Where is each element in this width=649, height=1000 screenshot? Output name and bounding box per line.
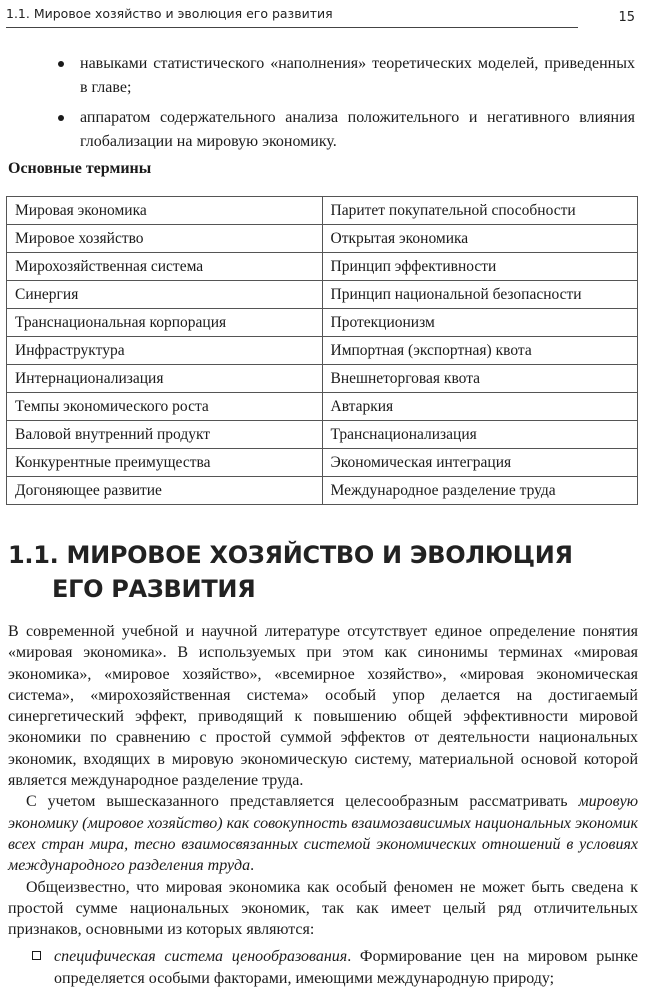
table-cell: Синергия	[7, 281, 323, 309]
body-text	[8, 621, 638, 989]
table-cell: Принцип национальной безопасности	[322, 281, 638, 309]
table-cell: Открытая экономика	[322, 225, 638, 253]
bullet-text: навыками статистического «наполнения» теоретических моделей, приведенных в главе;	[80, 55, 635, 96]
bullet-icon	[58, 61, 64, 67]
table-cell: Протекционизм	[322, 309, 638, 337]
table-row	[7, 281, 638, 309]
list-item-text: . Формирование цен на мировом рынке определяется особыми факторами, имеющими международную природу;	[54, 948, 638, 987]
table-row	[7, 365, 638, 393]
table-cell: Паритет покупательной способности	[322, 197, 638, 225]
list-item-term: специфическая система ценообразования	[54, 948, 348, 966]
running-header	[0, 0, 649, 30]
table-cell: Инфраструктура	[7, 337, 323, 365]
section-title	[8, 538, 573, 606]
table-cell: Внешнеторговая квота	[322, 365, 638, 393]
paragraph-3: Общеизвестно, что мировая экономика как особый феномен не может быть сведена к простой сумме национальных экономик, так как имеет целый ряд отличительных признаков, основными из которых являются:	[8, 878, 638, 939]
paragraph-2	[8, 791, 638, 876]
table-cell: Транснационализация	[322, 421, 638, 449]
paragraph-1: В современной учебной и научной литературе отсутствует единое определение понятия «мировая экономика». В используемых при этом как синонимы терминах «мировая экономика», «мировое хозяйство», «всемирное хозяйство», «мировая экономическая система», «мирохозяйственная система» особый упор делается на достигаемый синергетический эффект, приводящий к повышению общей эффективности мировой экономики по сравнению с простой суммой эффектов от деятельности национальных экономик, входящих в мировую экономическую систему, материальной основой которой является международное разделение труда.	[8, 623, 638, 790]
table-row	[7, 337, 638, 365]
table-cell: Конкурентные преимущества	[7, 449, 323, 477]
table-row	[7, 421, 638, 449]
table-row	[7, 197, 638, 225]
list-item	[8, 946, 638, 989]
table-cell: Интернационализация	[7, 365, 323, 393]
bullet-text: аппаратом содержательного анализа положительного и негативного влияния глобализации на мировую экономику.	[80, 109, 635, 150]
paragraph-2-start: С учетом вышесказанного представляется целесообразным рассматривать	[26, 793, 579, 811]
header-rule	[6, 27, 578, 28]
terms-table	[6, 196, 638, 505]
square-bullet-icon	[32, 951, 41, 960]
table-row	[7, 477, 638, 505]
section-title-line2: ЕГО РАЗВИТИЯ	[52, 575, 256, 603]
table-cell: Догоняющее развитие	[7, 477, 323, 505]
table-cell: Мировое хозяйство	[7, 225, 323, 253]
table-row	[7, 253, 638, 281]
table-cell: Мировая экономика	[7, 197, 323, 225]
table-row	[7, 393, 638, 421]
definition-italic: мировую экономику (мировое хозяйство) как совокупность взаимозависимых национальных экономик всех стран мира, тесно взаимосвязанных системой экономических отношений в условиях международного разделения труда	[8, 793, 638, 875]
bullet-icon	[58, 115, 64, 121]
paragraph-2-end: .	[250, 857, 255, 875]
table-cell: Темпы экономического роста	[7, 393, 323, 421]
table-cell: Экономическая интеграция	[322, 449, 638, 477]
list-item	[0, 106, 649, 154]
running-title: 1.1. Мировое хозяйство и эволюция его развития	[6, 6, 333, 21]
terms-heading: Основные термины	[8, 160, 152, 177]
table-cell: Принцип эффективности	[322, 253, 638, 281]
table-cell: Мирохозяйственная система	[7, 253, 323, 281]
table-cell: Международное разделение труда	[322, 477, 638, 505]
table-row	[7, 449, 638, 477]
table-cell: Импортная (экспортная) квота	[322, 337, 638, 365]
table-row	[7, 309, 638, 337]
page-number: 15	[618, 10, 635, 25]
table-cell: Автаркия	[322, 393, 638, 421]
table-cell: Валовой внутренний продукт	[7, 421, 323, 449]
table-cell: Транснациональная корпорация	[7, 309, 323, 337]
bullet-list	[0, 52, 649, 160]
list-item	[0, 52, 649, 100]
section-title-line1: 1.1. МИРОВОЕ ХОЗЯЙСТВО И ЭВОЛЮЦИЯ	[8, 541, 573, 569]
table-row	[7, 225, 638, 253]
